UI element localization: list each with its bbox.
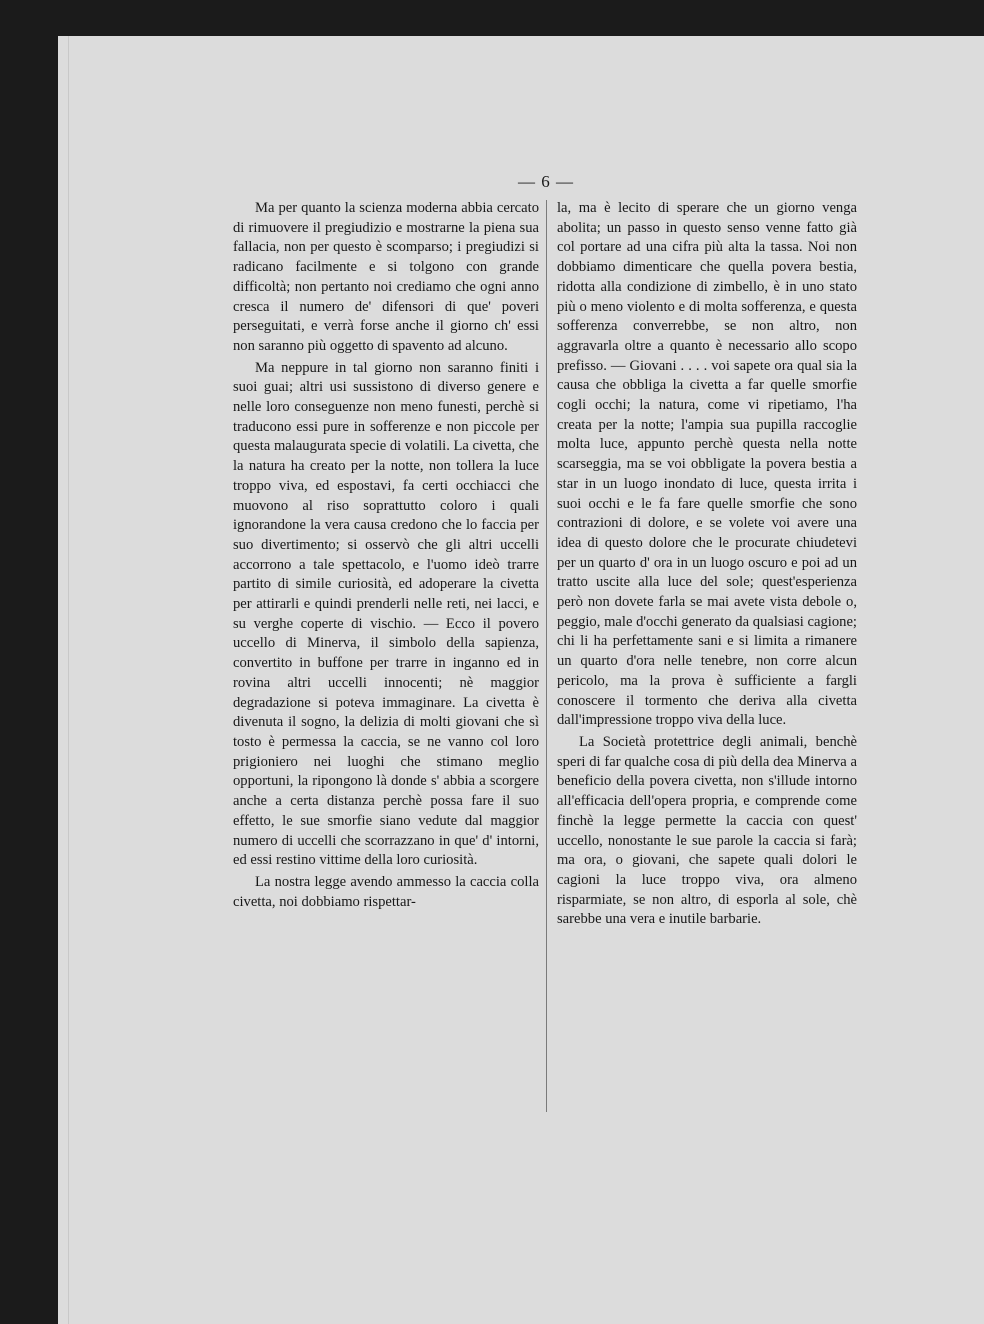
- paragraph: La nostra legge avendo ammesso la caccia colla civetta, noi dobbiamo rispettar-: [233, 873, 539, 910]
- page-number: — 6 —: [518, 172, 574, 191]
- paragraph-continuation: la, ma è lecito di sperare che un giorno venga abolita; un passo in questo senso venne fatto già col portare ad una cifra più alta la tassa. Noi non dobbiamo dimenticare che quella povera bestia, ridotta alla condizione di zimbello, è in uno stato più o meno violento e di molta sofferenza, e questa sofferenza converrebbe, se non altro, non aggravarla oltre a quanto è necessario allo scopo prefisso. — Giovani . . . . voi sapete ora qual sia la causa che obbliga la civetta a far quelle smorfie cogli occhi; la natura, come vi ripetiamo, l'ha creata per la notte; l'ampia sua pupilla raccoglie molta luce, appunto perchè questa nella notte scarseggia, ma se voi obbligate la povera bestia a star in un luogo inondato di luce, questa irrita i suoi occhi e le fa fare quelle smorfie che sono contrazioni di dolore, e se volete voi avere una idea di questo dolore che le procurate chiudetevi per un quarto d' ora in un luogo oscuro e poi ad un tratto uscite alla luce del sole; quest'esperienza però non dovete farla se mai avete vista debole o, peggio, male d'occhi generato da qualsiasi cagione; chi li ha perfettamente sani e si limita a rimanere un quarto d'ora nelle tenebre, non corre alcun pericolo, ma la prova è sufficiente a fargli conoscere il tormento che deriva alla civetta dall'impressione troppo viva della luce.: [557, 200, 857, 729]
- paragraph: La Società protettrice degli animali, benchè speri di far qualche cosa di più della dea Minerva a beneficio della povera civetta, non s'illude intorno all'efficacia dell'opera propria, e comprende come finchè la legge permette la caccia con quest' uccello, nonostante le sue parole la caccia si farà; ma ora, o giovani, che sapete quali dolori le cagioni la luce troppo viva, ora almeno risparmiate, se non altro, di esporla al sole, chè sarebbe una vera e inutile barbarie.: [557, 733, 857, 928]
- left-column: [233, 199, 539, 912]
- paragraph: Ma per quanto la scienza moderna abbia cercato di rimuovere il pregiudizio e mostrarne la piena sua fallacia, non per questo è scomparso; i pregiudizi si radicano facilmente e si tolgono con grande difficoltà; non pertanto noi crediamo che ogni anno cresca il numero de' difensori di que' poveri perseguitati, e verrà forse anche il giorno ch' essi non saranno più oggetto di spavento ad alcuno.: [233, 200, 539, 354]
- paragraph: Ma neppure in tal giorno non saranno finiti i suoi guai; altri usi sussistono di diverso genere e nelle loro conseguenze non meno funesti, perchè si traducono essi pure in sofferenze e non piccole per questa malaugurata specie di volatili. La civetta, che la natura ha creato per la notte, non tollera la luce troppo viva, ed espostavi, fa certi occhiacci che muovono al riso soprattutto coloro i quali ignorandone la vera causa credono che lo faccia per suo divertimento; si osservò che gli altri uccelli accorrono a tale spettacolo, e l'uomo ideò trarre partito di simile curiosità, ed adoperare la civetta per attirarli e quindi prenderli nelle reti, nei lacci, e su verghe coperte di vischio. — Ecco il povero uccello di Minerva, il simbolo della sapienza, convertito in buffone per trarre in inganno ed in rovina altri uccelli innocenti; nè maggior degradazione si poteva immaginare. La civetta è divenuta il sogno, la delizia di molti giovani che sì tosto è permessa la caccia, se ne vanno col loro prigioniero nei luoghi che stimano meglio opportuni, la ripongono là donde s' abbia a scorgere anche a certa distanza perchè possa fare il suo effetto, le sue smorfie siano vedute dal maggior numero di uccelli che scorrazzano in que' d' intorni, ed essi restino vittime della loro curiosità.: [233, 359, 539, 869]
- column-divider: [546, 200, 547, 1112]
- right-column: [557, 199, 857, 930]
